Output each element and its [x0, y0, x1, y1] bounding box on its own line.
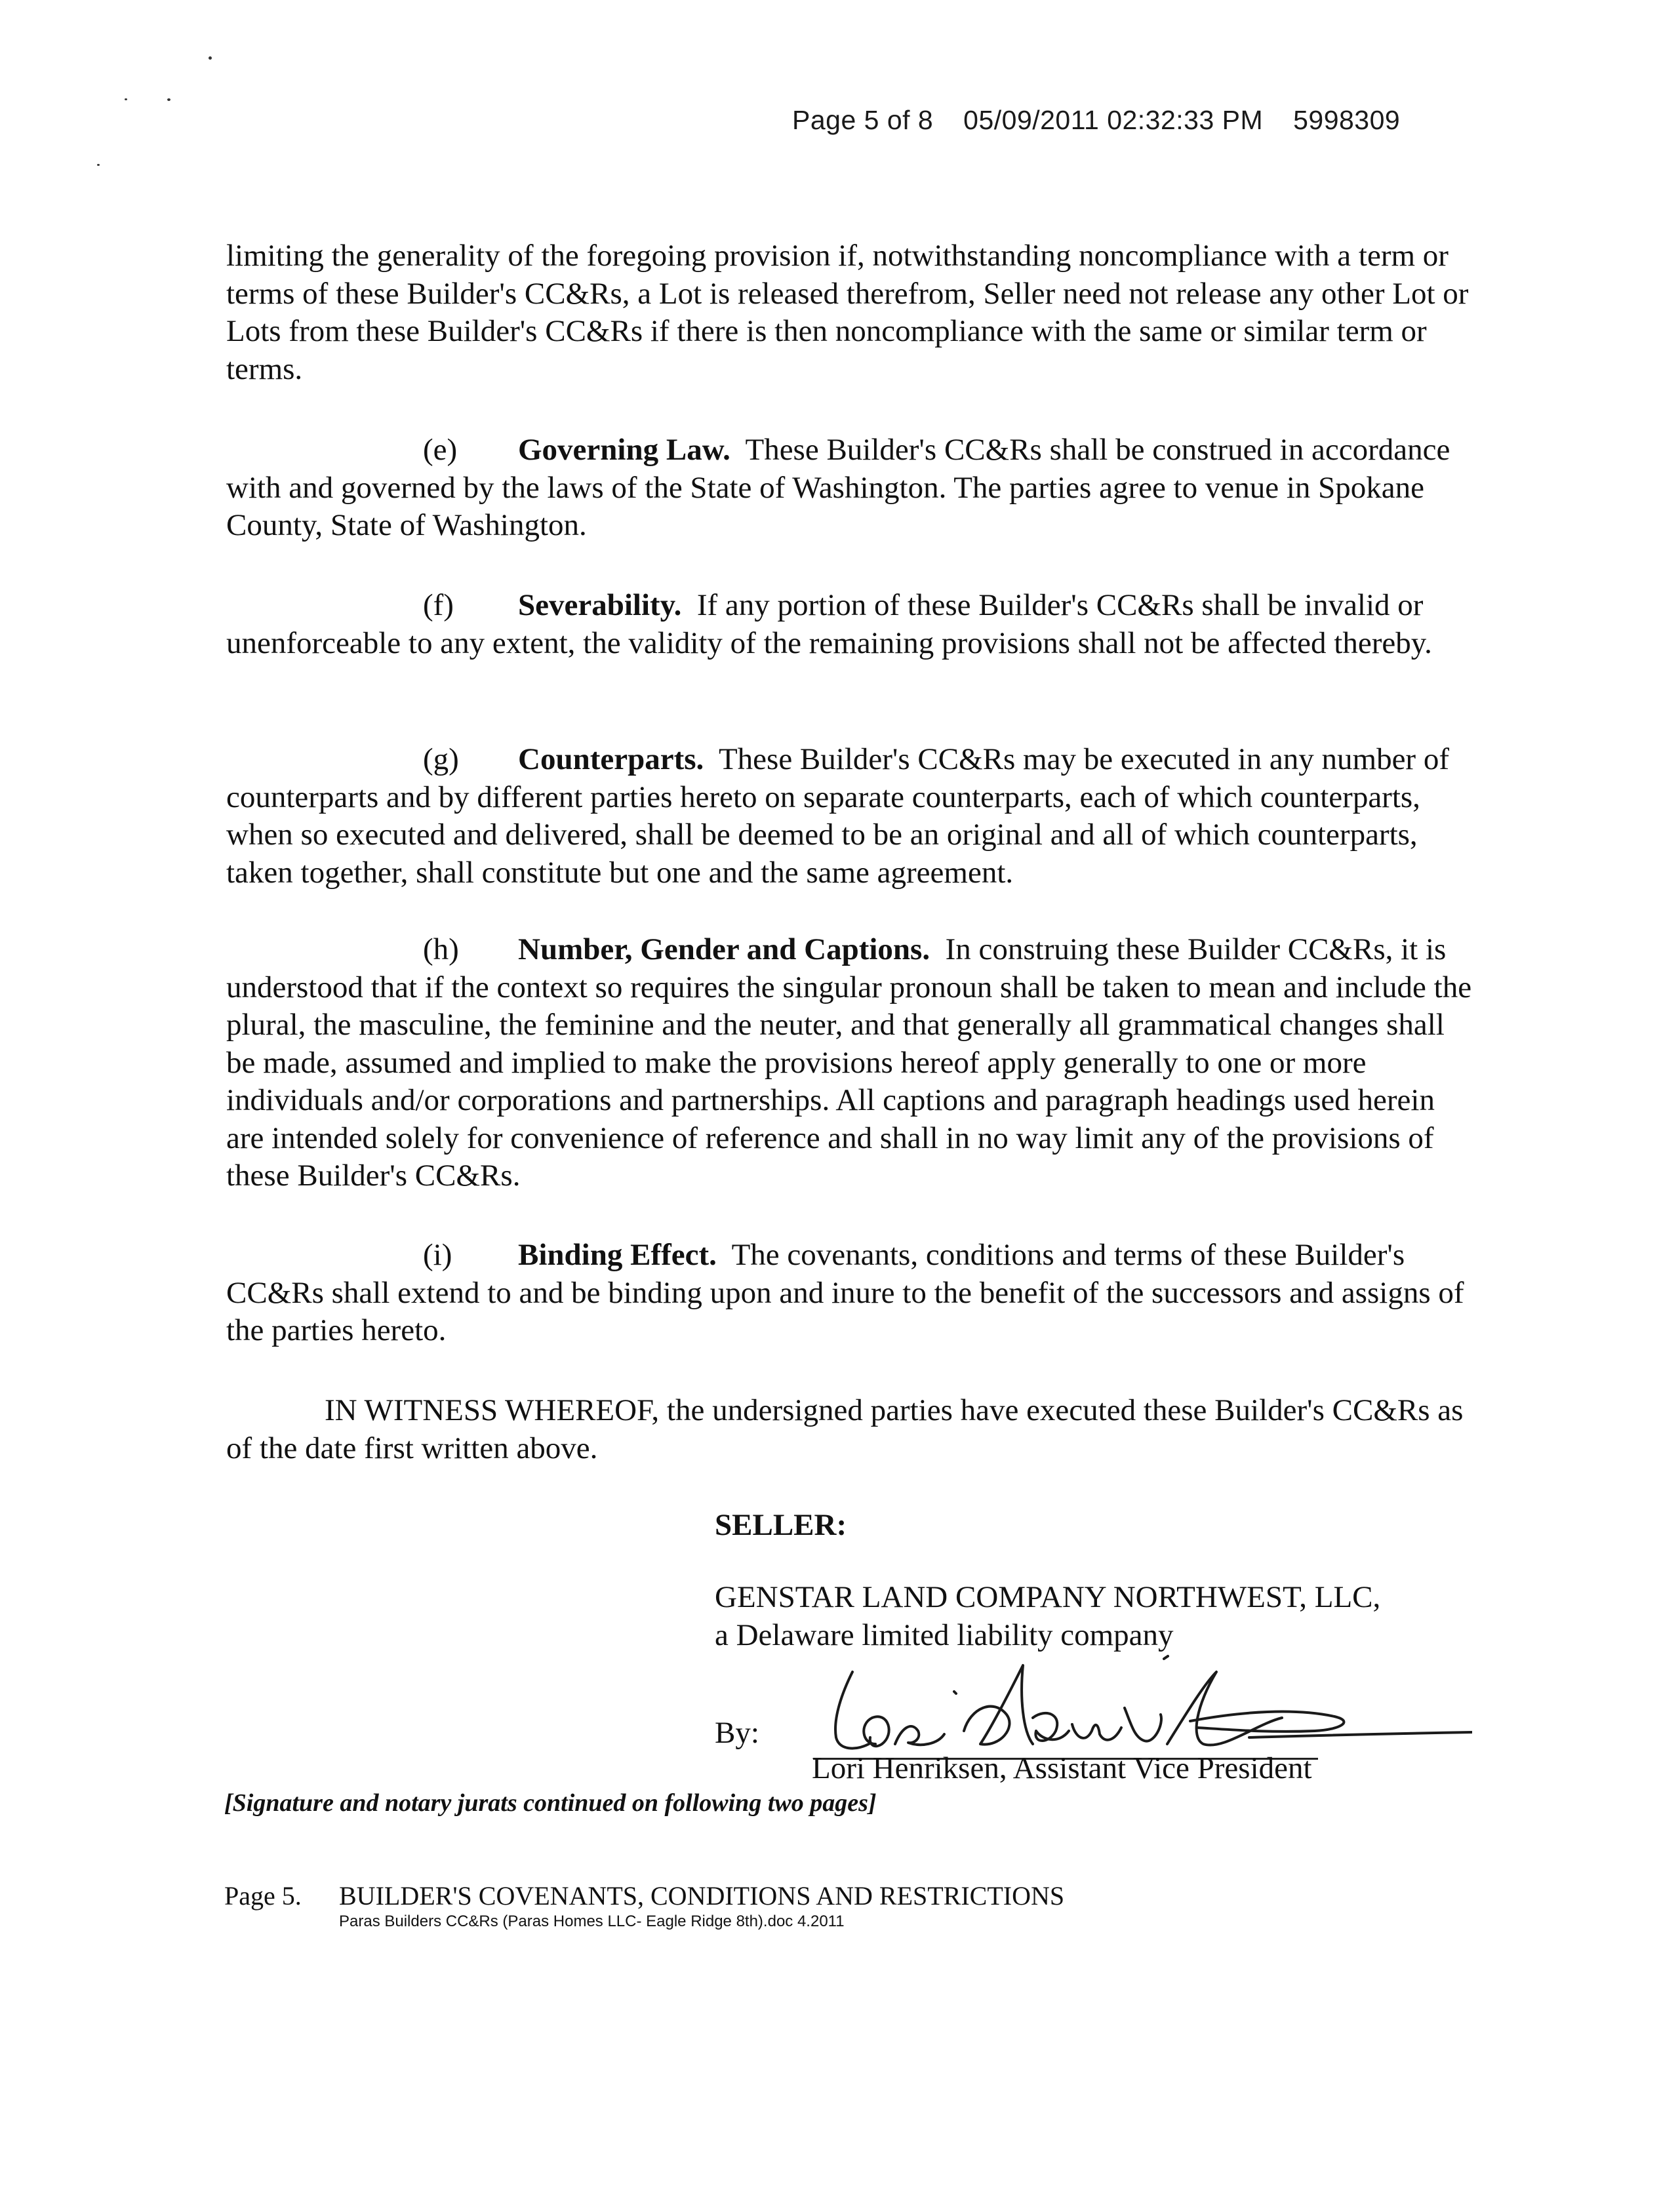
- section-letter: (i): [423, 1238, 452, 1272]
- section-letter: (g): [423, 742, 459, 776]
- section-heading: Governing Law.: [518, 433, 730, 467]
- company-block: [715, 1579, 1567, 1654]
- page-footer: [224, 1880, 1339, 1931]
- recording-stamp: [792, 105, 1566, 136]
- scan-speck: [97, 164, 100, 166]
- section-f: [226, 587, 1479, 662]
- recording-datetime: 05/09/2011 02:32:33 PM: [963, 105, 1264, 135]
- seller-label: SELLER:: [715, 1508, 847, 1542]
- section-heading: Counterparts.: [518, 742, 704, 776]
- scan-speck: [209, 56, 212, 60]
- page-count: Page 5 of 8: [792, 105, 934, 135]
- section-letter: (f): [423, 588, 454, 622]
- witness-paragraph: [226, 1392, 1479, 1467]
- section-text: In construing these Builder CC&Rs, it is understood that if the context so requires the singular pronoun shall be taken to mean and include the plural, the masculine, the feminine and the neuter, and that generally all grammatical changes shall be made, assumed and implied to make the provisions hereof apply generally to one or more individuals and/or corporations and partnerships. All captions and paragraph headings used herein are intended solely for convenience of reference and shall in no way limit any of the provisions of these Builder's CC&Rs.: [226, 932, 1472, 1193]
- scan-speck: [125, 98, 127, 100]
- section-heading: Number, Gender and Captions.: [518, 932, 930, 966]
- signer-name-title: Lori Henriksen, Assistant Vice President: [812, 1751, 1312, 1785]
- scan-speck: [167, 98, 170, 101]
- company-description: a Delaware limited liability company: [715, 1617, 1174, 1652]
- section-text: These Builder's CC&Rs may be executed in any number of counterparts and by different parties hereto on separate counterparts, each of which counterparts, when so executed and delivered, shall be deemed to be an original and all of which counterparts, taken together, shall constitute but one and the same agreement.: [226, 742, 1449, 890]
- footer-title: BUILDER'S COVENANTS, CONDITIONS AND RESTRICTIONS: [339, 1881, 1065, 1911]
- company-name: GENSTAR LAND COMPANY NORTHWEST, LLC,: [715, 1580, 1381, 1614]
- continued-note: [Signature and notary jurats continued on following two pages]: [224, 1789, 877, 1817]
- section-h: [226, 931, 1479, 1195]
- section-heading: Binding Effect.: [518, 1238, 717, 1272]
- witness-text: IN WITNESS WHEREOF, the undersigned parties have executed these Builder's CC&Rs as of the date first written above.: [226, 1393, 1464, 1465]
- section-letter: (e): [423, 433, 458, 467]
- by-label: By:: [715, 1716, 759, 1750]
- footer-page-number: Page 5.: [224, 1881, 302, 1911]
- record-number: 5998309: [1293, 105, 1401, 135]
- footer-filename: Paras Builders CC&Rs (Paras Homes LLC- Eagle Ridge 8th).doc 4.2011: [339, 1913, 845, 1930]
- section-heading: Severability.: [518, 588, 682, 622]
- section-text: These Builder's CC&Rs shall be construed in accordance with and governed by the laws of the State of Washington. The parties agree to venue in Spokane County, State of Washington.: [226, 433, 1450, 542]
- handwritten-signature: [797, 1646, 1472, 1767]
- intro-paragraph: limiting the generality of the foregoing provision if, notwithstanding noncompliance with a term or terms of these Builder's CC&Rs, a Lot is released therefrom, Seller need not release any other Lot or Lots from these Builder's CC&Rs if there is then noncompliance with the same or similar term or terms.: [226, 239, 1469, 386]
- section-g: [226, 741, 1479, 892]
- section-text: If any portion of these Builder's CC&Rs shall be invalid or unenforceable to any extent, the validity of the remaining provisions shall not be affected thereby.: [226, 588, 1432, 660]
- section-e: [226, 431, 1479, 545]
- section-text: The covenants, conditions and terms of these Builder's CC&Rs shall extend to and be binding upon and inure to the benefit of the successors and assigns of the parties hereto.: [226, 1238, 1464, 1347]
- section-letter: (h): [423, 932, 459, 966]
- section-i: [226, 1237, 1479, 1350]
